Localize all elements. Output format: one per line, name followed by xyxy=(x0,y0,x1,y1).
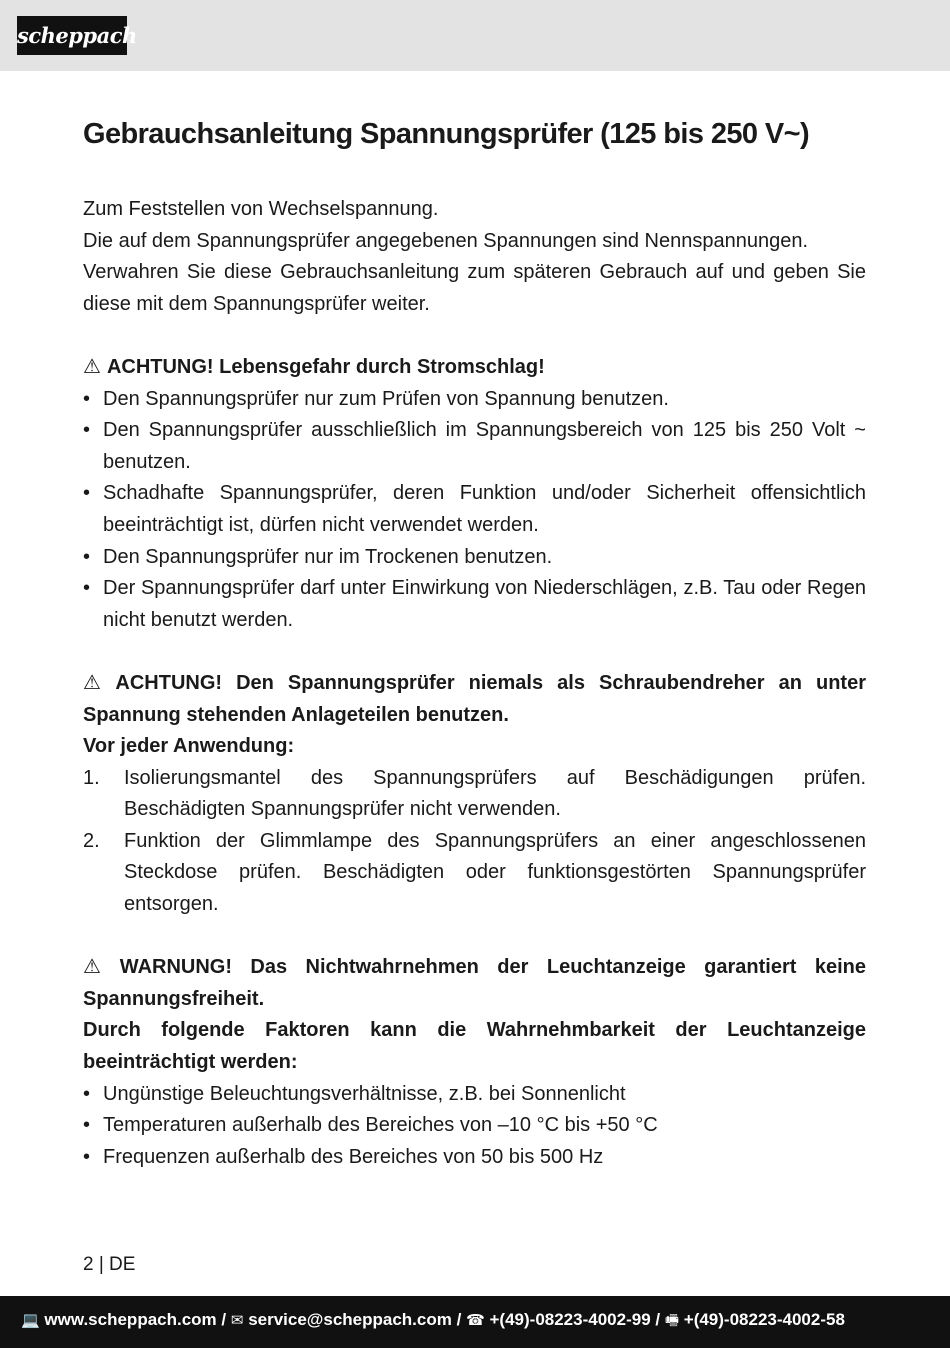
computer-icon: 💻 xyxy=(21,1311,40,1329)
list-item: • Den Spannungsprüfer nur zum Prüfen von Spannung benutzen. xyxy=(83,387,669,410)
separator: / xyxy=(655,1310,661,1329)
warning-triangle-icon: ⚠ xyxy=(83,671,110,694)
document-title: Gebrauchsanleitung Spannungsprüfer (125 bis 250 V~) xyxy=(83,118,810,150)
intro-line: Verwahren Sie diese Gebrauchsanleitung zum späteren Gebrauch auf und geben Sie diese mit dem Spannungsprüfer weiter. xyxy=(83,261,866,315)
warning-heading-3: ⚠ WARNUNG! Das Nichtwahrnehmen der Leuchtanzeige garantiert keine Spannungsfreiheit. xyxy=(83,956,866,1010)
phone-number: +(49)-08223-4002-99 xyxy=(489,1310,651,1329)
website-link[interactable]: www.scheppach.com xyxy=(44,1310,217,1329)
list-item: • Den Spannungsprüfer ausschließlich im Spannungsbereich von 125 bis 250 Volt ~ benutzen. xyxy=(83,419,866,473)
page-number: 2 | DE xyxy=(83,1254,136,1275)
separator: / xyxy=(456,1310,462,1329)
factors-list xyxy=(83,1079,866,1174)
scheppach-logo: scheppach xyxy=(17,16,127,55)
list-item: • Der Spannungsprüfer darf unter Einwirkung von Niederschlägen, z.B. Tau oder Regen nicht benutzt werden. xyxy=(83,577,866,631)
list-item: • Temperaturen außerhalb des Bereiches von –10 °C bis +50 °C xyxy=(83,1114,658,1137)
separator: / xyxy=(221,1310,227,1329)
warning-triangle-icon: ⚠ xyxy=(83,355,101,378)
email-link[interactable]: service@scheppach.com xyxy=(248,1310,452,1329)
page-header xyxy=(0,0,950,71)
list-item: • Schadhafte Spannungsprüfer, deren Funktion und/oder Sicherheit offensichtlich beeinträchtigt ist, dürfen nicht verwendet werden. xyxy=(83,482,866,536)
list-item: 2. Funktion der Glimmlampe des Spannungsprüfers an einer angeschlossenen Steckdose prüfen. Beschädigten oder funktionsgestörten Spannungsprüfer entsorgen. xyxy=(83,829,866,916)
fax-icon: 🖷 xyxy=(664,1311,680,1329)
list-item: 1. Isolierungsmantel des Spannungsprüfers auf Beschädigungen prüfen. Beschädigten Spannungsprüfer nicht verwenden. xyxy=(83,766,866,821)
intro-line: Zum Feststellen von Wechselspannung. xyxy=(83,198,439,220)
fax-number: +(49)-08223-4002-58 xyxy=(683,1310,845,1329)
warning-triangle-icon: ⚠ xyxy=(83,956,114,979)
safety-list-1 xyxy=(83,384,866,637)
telephone-icon: ☎ xyxy=(466,1311,485,1329)
subheading-before-use: Vor jeder Anwendung: xyxy=(83,735,295,758)
document-body xyxy=(83,114,866,1173)
page-footer xyxy=(0,1296,950,1348)
steps-list xyxy=(83,763,866,921)
list-item: • Ungünstige Beleuchtungsverhältnisse, z.B. bei Sonnenlicht xyxy=(83,1082,626,1105)
envelope-icon: ✉ xyxy=(230,1311,244,1329)
intro-line: Die auf dem Spannungsprüfer angegebenen Spannungen sind Nennspannungen. xyxy=(83,229,809,252)
list-item: • Frequenzen außerhalb des Bereiches von 50 bis 500 Hz xyxy=(83,1145,604,1168)
warning-heading-1: ⚠ ACHTUNG! Lebensgefahr durch Stromschlag! xyxy=(83,355,545,378)
list-item: • Den Spannungsprüfer nur im Trockenen benutzen. xyxy=(83,545,553,568)
subheading-factors: Durch folgende Faktoren kann die Wahrnehmbarkeit der Leuchtanzeige beeinträchtigt werden: xyxy=(83,1019,866,1074)
warning-heading-2: ⚠ ACHTUNG! Den Spannungsprüfer niemals als Schraubendreher an unter Spannung stehenden Anlageteilen benutzen. xyxy=(83,671,867,726)
